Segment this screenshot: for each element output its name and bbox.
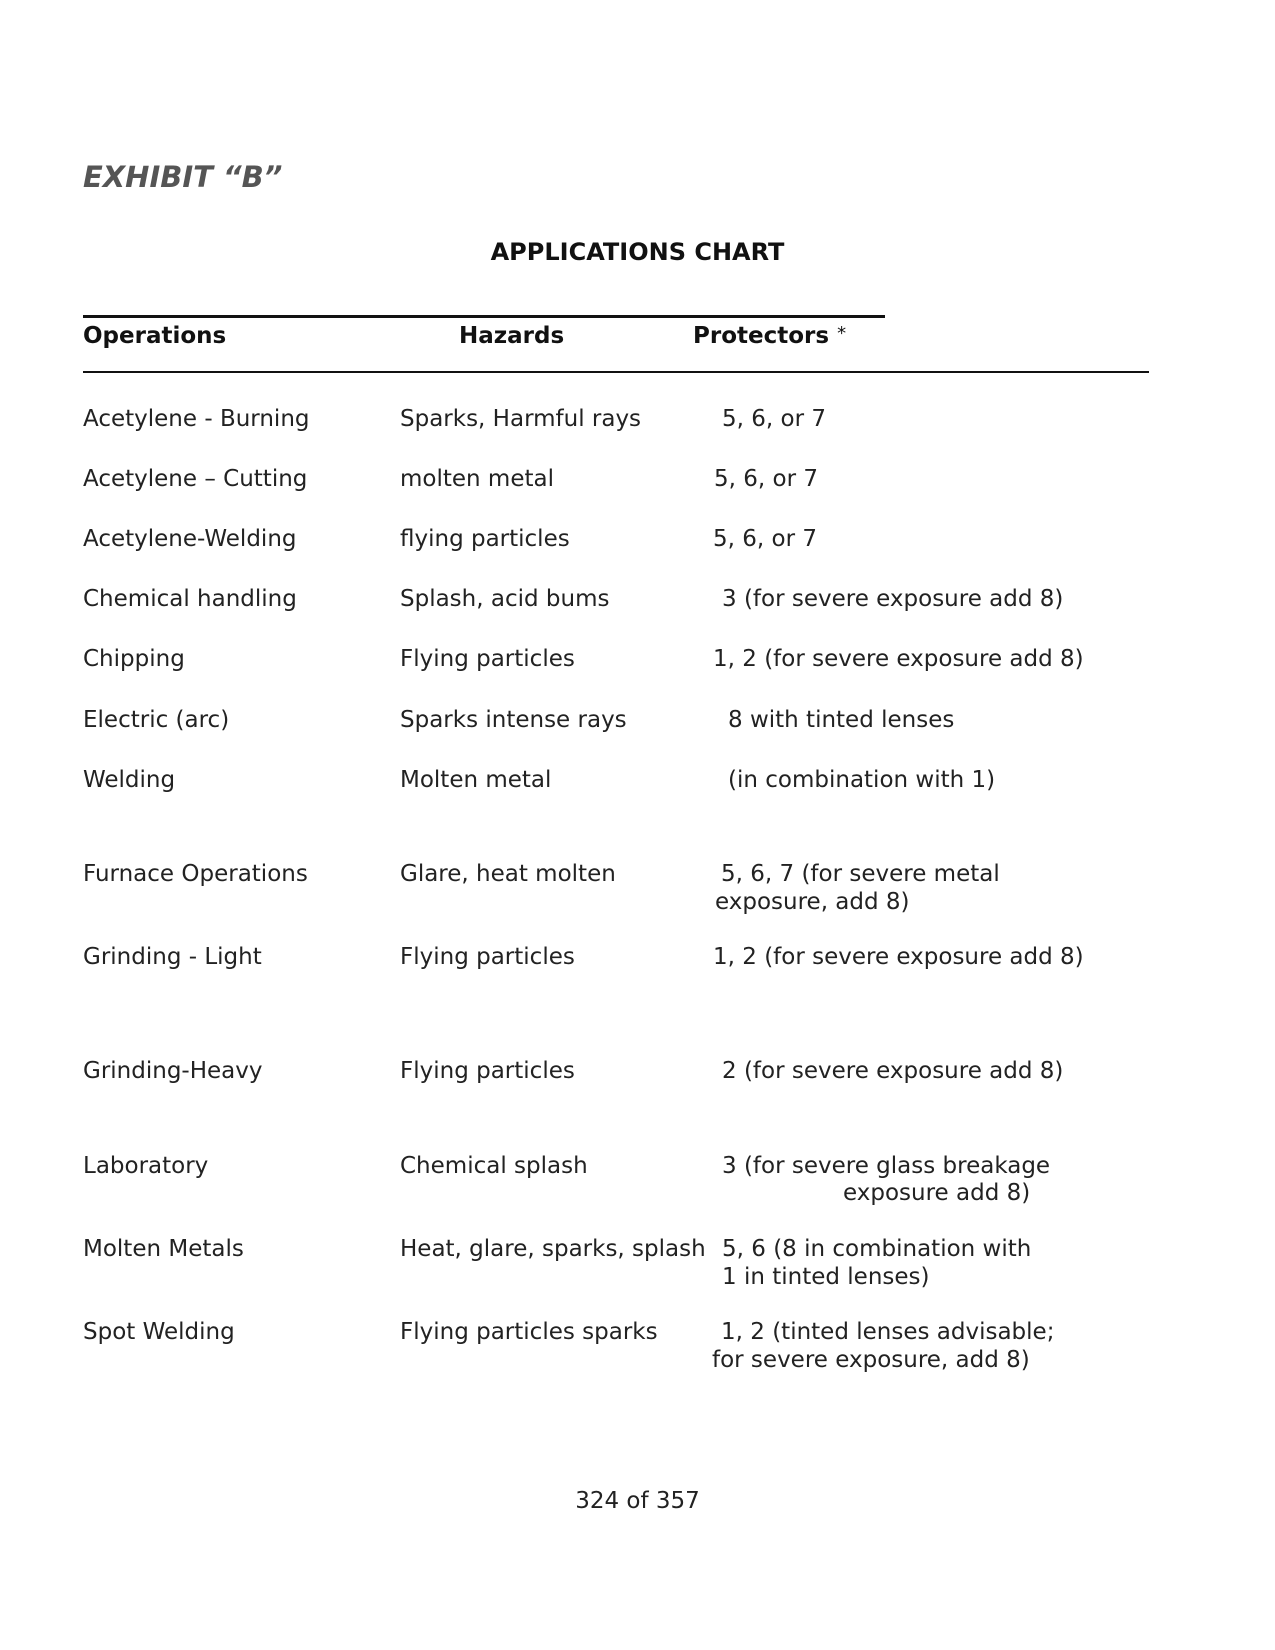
row-hazard: Flying particles xyxy=(400,1058,575,1084)
row-operation: Electric (arc) xyxy=(83,707,230,733)
row-operation: Chemical handling xyxy=(83,586,297,612)
row-protector-continued: exposure, add 8) xyxy=(715,889,910,915)
row-hazard: Molten metal xyxy=(400,767,552,793)
page-number: 324 of 357 xyxy=(575,1488,700,1514)
row-operation: Molten Metals xyxy=(83,1236,244,1262)
row-operation: Furnace Operations xyxy=(83,861,308,887)
protectors-footnote-mark: * xyxy=(837,323,847,344)
row-operation: Acetylene - Burning xyxy=(83,406,310,432)
row-protector: 2 (for severe exposure add 8) xyxy=(722,1058,1064,1084)
row-hazard: flying particles xyxy=(400,526,570,552)
row-hazard: molten metal xyxy=(400,466,554,492)
row-operation: Chipping xyxy=(83,646,185,672)
row-operation: Laboratory xyxy=(83,1153,209,1179)
row-hazard: Sparks intense rays xyxy=(400,707,627,733)
exhibit-label: EXHIBIT “B” xyxy=(83,160,283,194)
row-operation: Grinding - Light xyxy=(83,944,262,970)
row-hazard: Flying particles xyxy=(400,646,575,672)
protectors-label: Protectors xyxy=(693,323,830,349)
column-header-protectors xyxy=(693,323,846,349)
row-operation: Welding xyxy=(83,767,176,793)
row-protector: 1, 2 (for severe exposure add 8) xyxy=(713,646,1084,672)
row-protector: 5, 6, or 7 xyxy=(722,406,826,432)
row-protector: 3 (for severe exposure add 8) xyxy=(722,586,1064,612)
row-hazard: Chemical splash xyxy=(400,1153,588,1179)
row-hazard: Sparks, Harmful rays xyxy=(400,406,642,432)
row-hazard: Flying particles xyxy=(400,944,575,970)
row-hazard: Glare, heat molten xyxy=(400,861,616,887)
row-protector: (in combination with 1) xyxy=(728,767,996,793)
header-rule-top xyxy=(83,315,885,318)
row-protector: 5, 6, or 7 xyxy=(713,526,817,552)
row-protector: 5, 6, or 7 xyxy=(714,466,818,492)
row-protector-continued: for severe exposure, add 8) xyxy=(712,1347,1030,1373)
row-protector: 1, 2 (for severe exposure add 8) xyxy=(713,944,1084,970)
row-protector-continued: 1 in tinted lenses) xyxy=(722,1264,930,1290)
column-header-hazards: Hazards xyxy=(459,323,565,349)
row-protector: 5, 6 (8 in combination with xyxy=(722,1236,1032,1262)
row-operation: Acetylene – Cutting xyxy=(83,466,308,492)
row-hazard: Heat, glare, sparks, splash xyxy=(400,1236,706,1262)
row-protector: 3 (for severe glass breakage xyxy=(722,1153,1051,1179)
chart-title: APPLICATIONS CHART xyxy=(490,238,785,266)
column-header-operations: Operations xyxy=(83,323,227,349)
row-hazard: Flying particles sparks xyxy=(400,1319,658,1345)
row-operation: Spot Welding xyxy=(83,1319,235,1345)
row-protector-continued: exposure add 8) xyxy=(843,1180,1031,1206)
row-operation: Grinding-Heavy xyxy=(83,1058,263,1084)
row-protector: 8 with tinted lenses xyxy=(728,707,955,733)
row-protector: 5, 6, 7 (for severe metal xyxy=(721,861,1000,887)
row-operation: Acetylene-Welding xyxy=(83,526,297,552)
row-hazard: Splash, acid bums xyxy=(400,586,610,612)
header-rule-bottom xyxy=(83,371,1149,373)
row-protector: 1, 2 (tinted lenses advisable; xyxy=(721,1319,1055,1345)
